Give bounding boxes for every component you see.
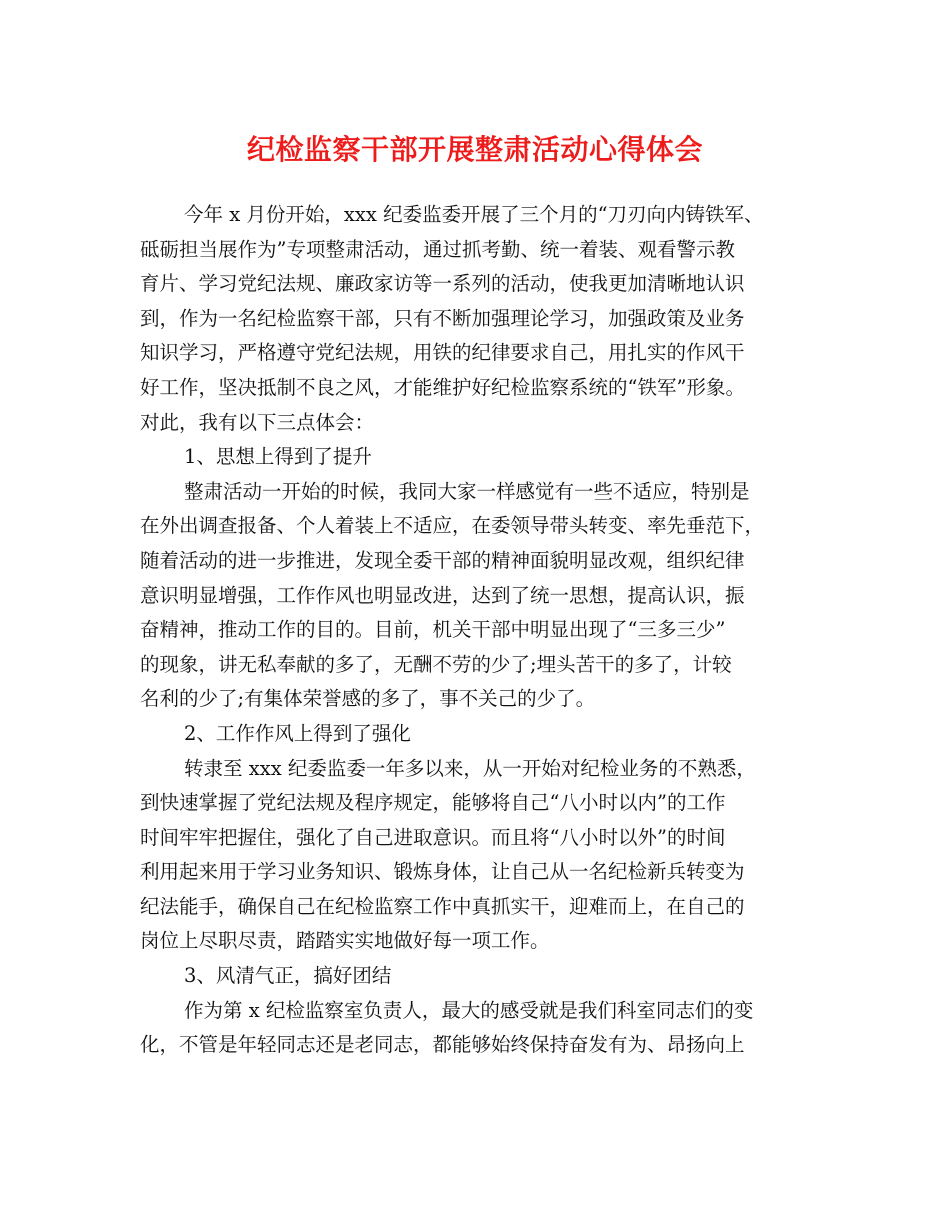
text-line: 2、工作作风上得到了强化 <box>184 721 411 745</box>
text-line: 在外出调查报备、个人着装上不适应，在委领导带头转变、率先垂范下， <box>140 514 765 538</box>
text-line: 纪法能手，确保自己在纪检监察工作中真抓实干，迎难而上，在自己的 <box>140 894 745 918</box>
text-line: 的现象，讲无私奉献的多了，无酬不劳的少了;埋头苦干的多了，计较 <box>140 652 732 676</box>
text-line: 利用起来用于学习业务知识、锻炼身体，让自己从一名纪检新兵转变为 <box>140 860 745 884</box>
text-line: 对此，我有以下三点体会： <box>140 410 375 434</box>
text-line: 随着活动的进一步推进，发现全委干部的精神面貌明显改观，组织纪律 <box>140 548 745 572</box>
text-line: 岗位上尽职尽责，踏踏实实地做好每一项工作。 <box>140 929 550 953</box>
text-line: 今年 x 月份开始，xxx 纪委监委开展了三个月的“刀刃向内铸铁军、 <box>184 203 764 226</box>
text-line: 1、思想上得到了提升 <box>184 445 372 469</box>
text-line: 好工作，坚决抵制不良之风，才能维护好纪检监察系统的“铁军”形象。 <box>140 375 745 399</box>
text-line: 整肃活动一开始的时候，我同大家一样感觉有一些不适应，特别是 <box>184 479 750 503</box>
text-line: 意识明显增强，工作作风也明显改进，达到了统一思想，提高认识，振 <box>140 583 745 607</box>
text-line: 奋精神，推动工作的目的。目前，机关干部中明显出现了“三多三少” <box>140 618 726 642</box>
text-line: 名利的少了;有集体荣誉感的多了，事不关己的少了。 <box>140 687 596 711</box>
text-line: 到快速掌握了党纪法规及程序规定，能够将自己“八小时以内”的工作 <box>140 791 726 815</box>
text-line: 3、风清气正，搞好团结 <box>184 964 392 988</box>
text-line: 时间牢牢把握住，强化了自己进取意识。而且将“八小时以外”的时间 <box>140 825 726 849</box>
document-title: 纪检监察干部开展整肃活动心得体会 <box>246 133 703 166</box>
text-line: 到，作为一名纪检监察干部，只有不断加强理论学习，加强政策及业务 <box>140 306 745 330</box>
document-body <box>140 198 820 1063</box>
text-line: 育片、学习党纪法规、廉政家访等一系列的活动，使我更加清晰地认识 <box>140 272 745 296</box>
text-line: 知识学习，严格遵守党纪法规，用铁的纪律要求自己，用扎实的作风干 <box>140 341 745 365</box>
text-line: 转隶至 xxx 纪委监委一年多以来，从一开始对纪检业务的不熟悉， <box>184 756 756 780</box>
text-line: 化，不管是年轻同志还是老同志，都能够始终保持奋发有为、昂扬向上 <box>140 1033 745 1057</box>
text-line: 砥砺担当展作为”专项整肃活动，通过抓考勤、统一着装、观看警示教 <box>140 237 735 261</box>
text-line: 作为第 x 纪检监察室负责人，最大的感受就是我们科室同志们的变 <box>184 998 754 1022</box>
